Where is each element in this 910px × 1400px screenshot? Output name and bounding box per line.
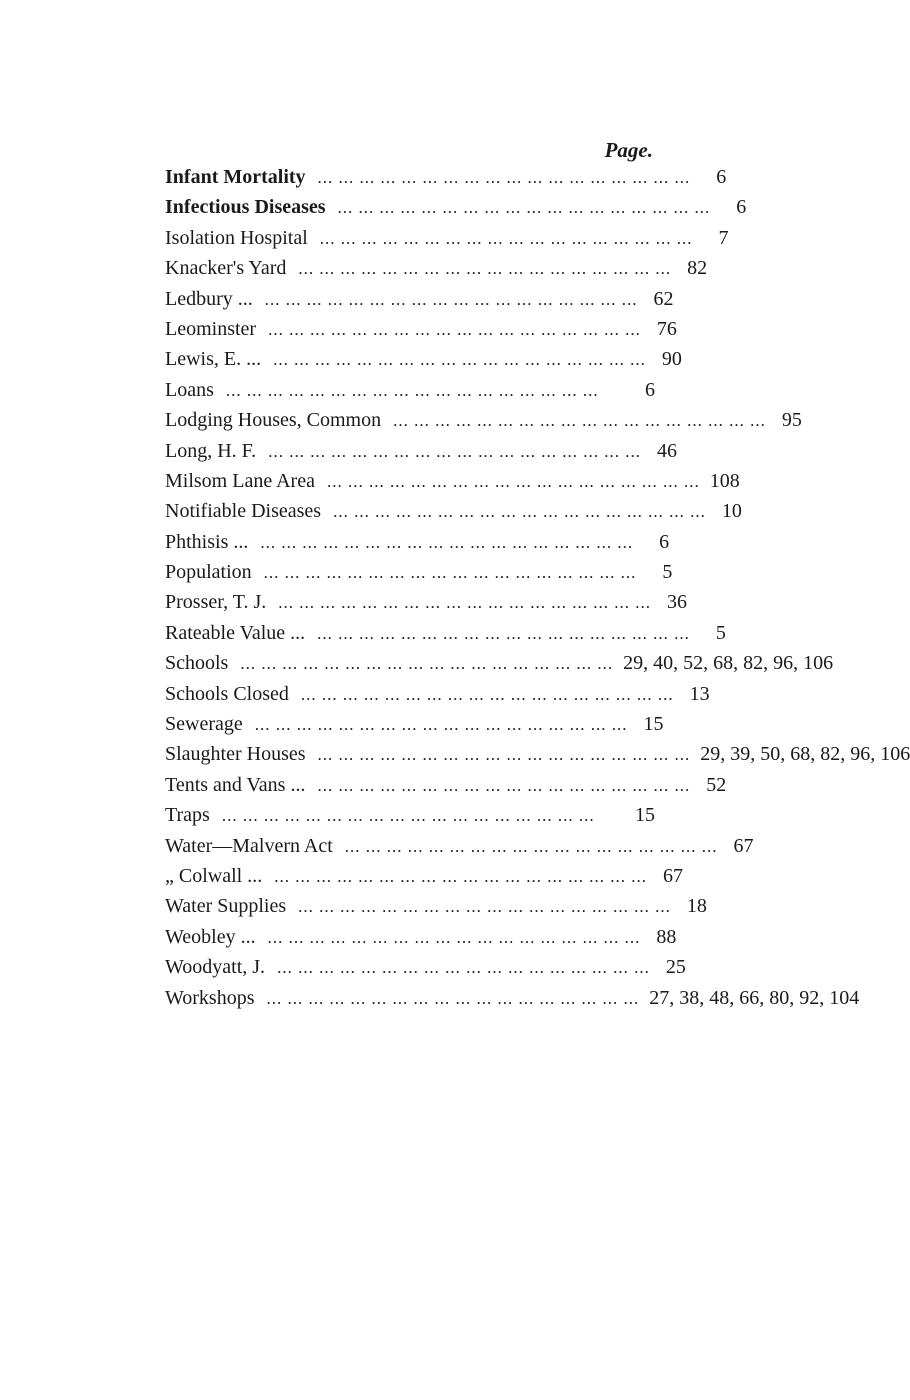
entry-page-refs: 36 — [667, 591, 687, 614]
index-entry — [165, 925, 677, 956]
index-entry — [165, 956, 686, 986]
entry-page-refs: 18 — [686, 895, 707, 918]
entry-label: Workshops — [165, 986, 255, 1009]
index-entry — [165, 257, 708, 287]
entry-label: Knacker's Yard — [165, 257, 287, 280]
entry-page-refs: 46 — [656, 439, 677, 462]
entry-page-refs: 88 — [656, 925, 677, 948]
dot-leader: ... ... ... ... ... ... ... ... ... ... ... ... ... ... ... ... ... ... — [273, 350, 646, 370]
entry-label: Leominster — [165, 317, 257, 340]
entry-label: Rateable Value ... — [165, 621, 306, 644]
entry-page-refs: 27, 38, 48, 66, 80, 92, 104 — [649, 986, 860, 1009]
index-entry — [165, 743, 910, 773]
index-list — [165, 166, 910, 1017]
index-entry — [165, 864, 683, 895]
index-entry — [165, 439, 677, 470]
entry-page-refs: 6 — [736, 196, 747, 219]
entry-label: Schools — [165, 652, 229, 675]
index-entry — [165, 500, 742, 530]
entry-label: Slaughter Houses — [165, 743, 306, 766]
dot-leader: ... ... ... ... ... ... ... ... ... ... ... ... ... ... ... ... ... ... — [344, 836, 718, 856]
dot-leader: ... ... ... ... ... ... ... ... ... ... ... ... ... ... ... ... ... ... — [274, 866, 647, 886]
entry-label: Milsom Lane Area — [165, 469, 315, 492]
dot-leader: ... ... ... ... ... ... ... ... ... ... ... ... ... ... ... ... ... ... — [268, 319, 641, 339]
entry-page-refs: 76 — [656, 317, 677, 340]
index-entry — [165, 317, 677, 348]
dot-leader: ... ... ... ... ... ... ... ... ... ... ... ... ... ... ... ... ... ... — [298, 897, 671, 917]
entry-label: „ Colwall ... — [165, 864, 263, 887]
dot-leader: ... ... ... ... ... ... ... ... ... ... ... ... ... ... ... ... ... ... — [278, 593, 651, 613]
entry-page-refs: 25 — [665, 956, 686, 979]
dot-leader: ... ... ... ... ... ... ... ... ... ... ... ... ... ... ... ... ... ... — [264, 289, 638, 309]
entry-label: Lewis, E. ... — [165, 348, 262, 371]
dot-leader: ... ... ... ... ... ... ... ... ... ... ... ... ... ... ... ... ... ... — [317, 168, 691, 187]
entry-label: Isolation Hospital — [165, 226, 308, 249]
dot-leader: ... ... ... ... ... ... ... ... ... ... ... ... ... ... ... ... ... ... — [277, 958, 650, 978]
dot-leader: ... ... ... ... ... ... ... ... ... ... ... ... ... ... ... ... ... ... — [393, 411, 766, 431]
entry-page-refs: 52 — [706, 773, 727, 796]
index-entry — [165, 226, 729, 257]
index-entry — [165, 682, 710, 713]
index-entry — [165, 379, 655, 409]
dot-leader: ... ... ... ... ... ... ... ... ... ... ... ... ... ... ... ... ... ... — [225, 380, 599, 400]
index-entry — [165, 348, 682, 378]
index-entry — [165, 196, 747, 226]
index-entry — [165, 591, 687, 621]
entry-page-refs: 15 — [643, 713, 664, 736]
index-entry — [165, 469, 740, 500]
entry-label: Long, H. F. — [165, 439, 257, 462]
entry-label: Population — [165, 561, 252, 584]
dot-leader: ... ... ... ... ... ... ... ... ... ... ... ... ... ... ... ... ... ... — [240, 654, 614, 674]
index-entry — [165, 713, 664, 743]
entry-label: Woodyatt, J. — [165, 956, 266, 979]
index-entry — [165, 834, 754, 865]
dot-leader: ... ... ... ... ... ... ... ... ... ... ... ... ... ... ... ... ... ... — [260, 532, 634, 552]
index-entry — [165, 773, 727, 804]
entry-label: Lodging Houses, Common — [165, 409, 382, 432]
entry-page-refs: 13 — [689, 682, 710, 705]
entry-label: Loans — [165, 378, 214, 401]
entry-label: Water—Malvern Act — [165, 834, 333, 857]
page-column-heading: Page. — [604, 138, 653, 162]
dot-leader: ... ... ... ... ... ... ... ... ... ... ... ... ... ... ... ... ... ... — [300, 684, 674, 704]
entry-page-refs: 108 — [709, 469, 740, 492]
dot-leader: ... ... ... ... ... ... ... ... ... ... ... ... ... ... ... ... ... ... — [317, 623, 690, 643]
entry-label: Prosser, T. J. — [165, 591, 267, 614]
dot-leader: ... ... ... ... ... ... ... ... ... ... ... ... ... ... ... ... ... ... — [267, 927, 641, 947]
entry-page-refs: 67 — [662, 864, 683, 887]
entry-label: Sewerage — [165, 713, 243, 736]
dot-leader: ... ... ... ... ... ... ... ... ... ... ... ... ... ... ... ... ... ... — [337, 198, 711, 218]
entry-label: Infant Mortality — [165, 166, 306, 188]
entry-label: Tents and Vans ... — [165, 773, 306, 796]
entry-page-refs: 67 — [733, 834, 754, 857]
entry-label: Traps — [165, 804, 210, 827]
entry-label: Notifiable Diseases — [165, 500, 322, 523]
index-entry — [165, 804, 655, 834]
index-entry — [165, 561, 673, 591]
dot-leader: ... ... ... ... ... ... ... ... ... ... ... ... ... ... ... ... ... ... — [263, 563, 637, 583]
entry-page-refs: 7 — [718, 226, 729, 249]
dot-leader: ... ... ... ... ... ... ... ... ... ... ... ... ... ... ... ... ... ... — [319, 228, 693, 248]
entry-label: Schools Closed — [165, 682, 289, 705]
entry-label: Weobley ... — [165, 925, 256, 948]
entry-page-refs: 5 — [662, 561, 673, 584]
entry-label: Phthisis ... — [165, 530, 249, 553]
dot-leader: ... ... ... ... ... ... ... ... ... ... ... ... ... ... ... ... ... ... — [333, 502, 706, 522]
dot-leader: ... ... ... ... ... ... ... ... ... ... ... ... ... ... ... ... ... ... — [221, 806, 595, 826]
index-entry — [165, 287, 674, 318]
entry-page-refs: 62 — [653, 287, 674, 310]
index-entry — [165, 409, 802, 439]
dot-leader: ... ... ... ... ... ... ... ... ... ... ... ... ... ... ... ... ... ... — [317, 775, 691, 795]
entry-label: Ledbury ... — [165, 287, 253, 310]
index-entry — [165, 652, 834, 682]
dot-leader: ... ... ... ... ... ... ... ... ... ... ... ... ... ... ... ... ... ... — [317, 745, 691, 765]
dot-leader: ... ... ... ... ... ... ... ... ... ... ... ... ... ... ... ... ... ... — [268, 441, 641, 461]
entry-label: Water Supplies — [165, 895, 287, 918]
dot-leader: ... ... ... ... ... ... ... ... ... ... ... ... ... ... ... ... ... ... — [266, 988, 640, 1008]
entry-page-refs: 15 — [635, 804, 655, 827]
dot-leader: ... ... ... ... ... ... ... ... ... ... ... ... ... ... ... ... ... ... — [254, 715, 628, 735]
entry-page-refs: 5 — [715, 621, 726, 644]
index-entry — [165, 166, 727, 196]
entry-page-refs: 95 — [781, 409, 802, 432]
entry-page-refs: 6 — [659, 530, 670, 553]
entry-page-refs: 10 — [721, 500, 742, 523]
index-entry — [165, 621, 726, 652]
entry-page-refs: 90 — [661, 348, 682, 371]
dot-leader: ... ... ... ... ... ... ... ... ... ... ... ... ... ... ... ... ... ... — [298, 259, 672, 279]
entry-page-refs: 82 — [687, 257, 708, 280]
index-entry — [165, 530, 670, 561]
entry-page-refs: 29, 39, 50, 68, 82, 96, 106 — [700, 743, 910, 766]
entry-page-refs: 6 — [716, 166, 727, 188]
entry-label: Infectious Diseases — [165, 196, 326, 219]
entry-page-refs: 29, 40, 52, 68, 82, 96, 106 — [623, 652, 834, 675]
entry-page-refs: 6 — [645, 378, 655, 401]
index-entry — [165, 986, 860, 1017]
dot-leader: ... ... ... ... ... ... ... ... ... ... ... ... ... ... ... ... ... ... — [326, 471, 700, 491]
index-entry — [165, 895, 707, 925]
